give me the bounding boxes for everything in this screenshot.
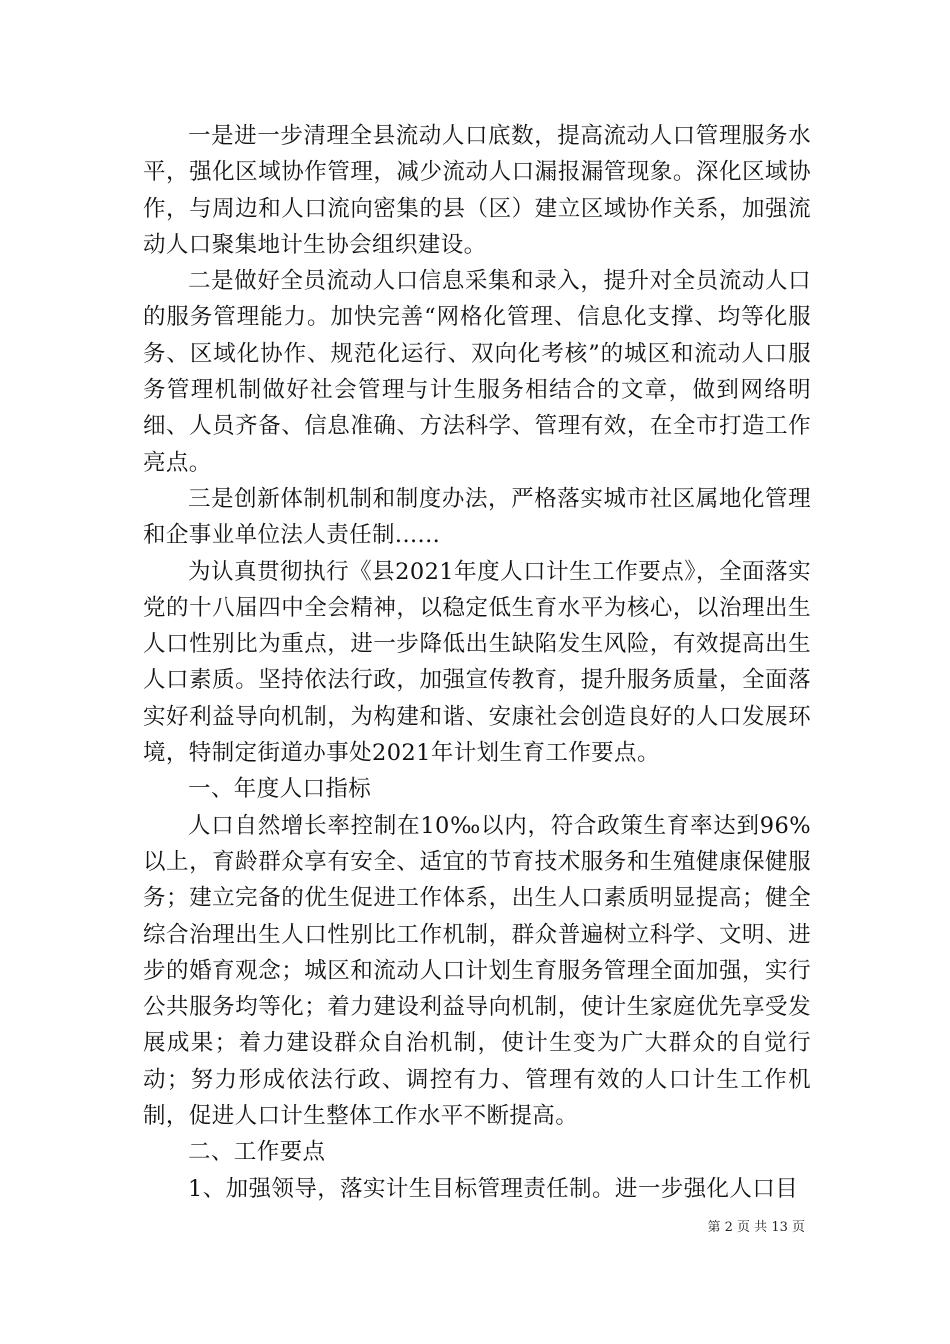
paragraph-annual-targets: 人口自然增长率控制在10‰以内，符合政策生育率达到96%以上，育龄群众享有安全、适宜的节育技术服务和生殖健康保健服务；建立完备的优生促进工作体系，出生人口素质明显提高；健全综合治理出生人口性别比工作机制，群众普遍树立科学、文明、进步的婚育观念；城区和流动人口计划生育服务管理全面加强，实行公共服务均等化；着力建设利益导向机制，使计生家庭优先享受发展成果；着力建设群众自治机制，使计生变为广大群众的自觉行动；努力形成依法行政、调控有力、管理有效的人口计生工作机制，促进人口计生整体工作水平不断提高。 [143, 812, 811, 1130]
paragraph-work-plan-intro: 为认真贯彻执行《县2021年度人口计生工作要点》，全面落实党的十八届四中全会精神，以稳定低生育水平为核心，以治理出生人口性别比为重点，进一步降低出生缺陷发生风险，有效提高出生人口素质。坚持依法行政，加强宣传教育，提升服务质量，全面落实好利益导向机制，为构建和谐、安康社会创造良好的人口发展环境，特制定街道办事处2021年计划生育工作要点。 [143, 558, 811, 767]
section-heading-annual-targets: 一、年度人口指标 [188, 776, 372, 803]
paragraph-floating-population-count: 一是进一步清理全县流动人口底数，提高流动人口管理服务水平，强化区域协作管理，减少流动人口漏报漏管现象。深化区域协作，与周边和人口流向密集的县（区）建立区域协作关系，加强流动人口聚集地计生协会组织建设。 [143, 123, 811, 258]
section-heading-work-points: 二、工作要点 [188, 1139, 326, 1166]
document-body [143, 118, 811, 1207]
paragraph-institutional-innovation: 三是创新体制机制和制度办法，严格落实城市社区属地化管理和企事业单位法人责任制...... [143, 485, 811, 549]
paragraph-work-point-1: 1、加强领导，落实计生目标管理责任制。进一步强化人口目 [188, 1175, 799, 1202]
page-number-footer: 第 2 页 共 13 页 [707, 1220, 805, 1235]
paragraph-information-collection: 二是做好全员流动人口信息采集和录入，提升对全员流动人口的服务管理能力。加快完善“网格化管理、信息化支撑、均等化服务、区域化协作、规范化运行、双向化考核”的城区和流动人口服务管理机制做好社会管理与计生服务相结合的文章，做到网络明细、人员齐备、信息准确、方法科学、管理有效，在全市打造工作亮点。 [143, 268, 811, 476]
